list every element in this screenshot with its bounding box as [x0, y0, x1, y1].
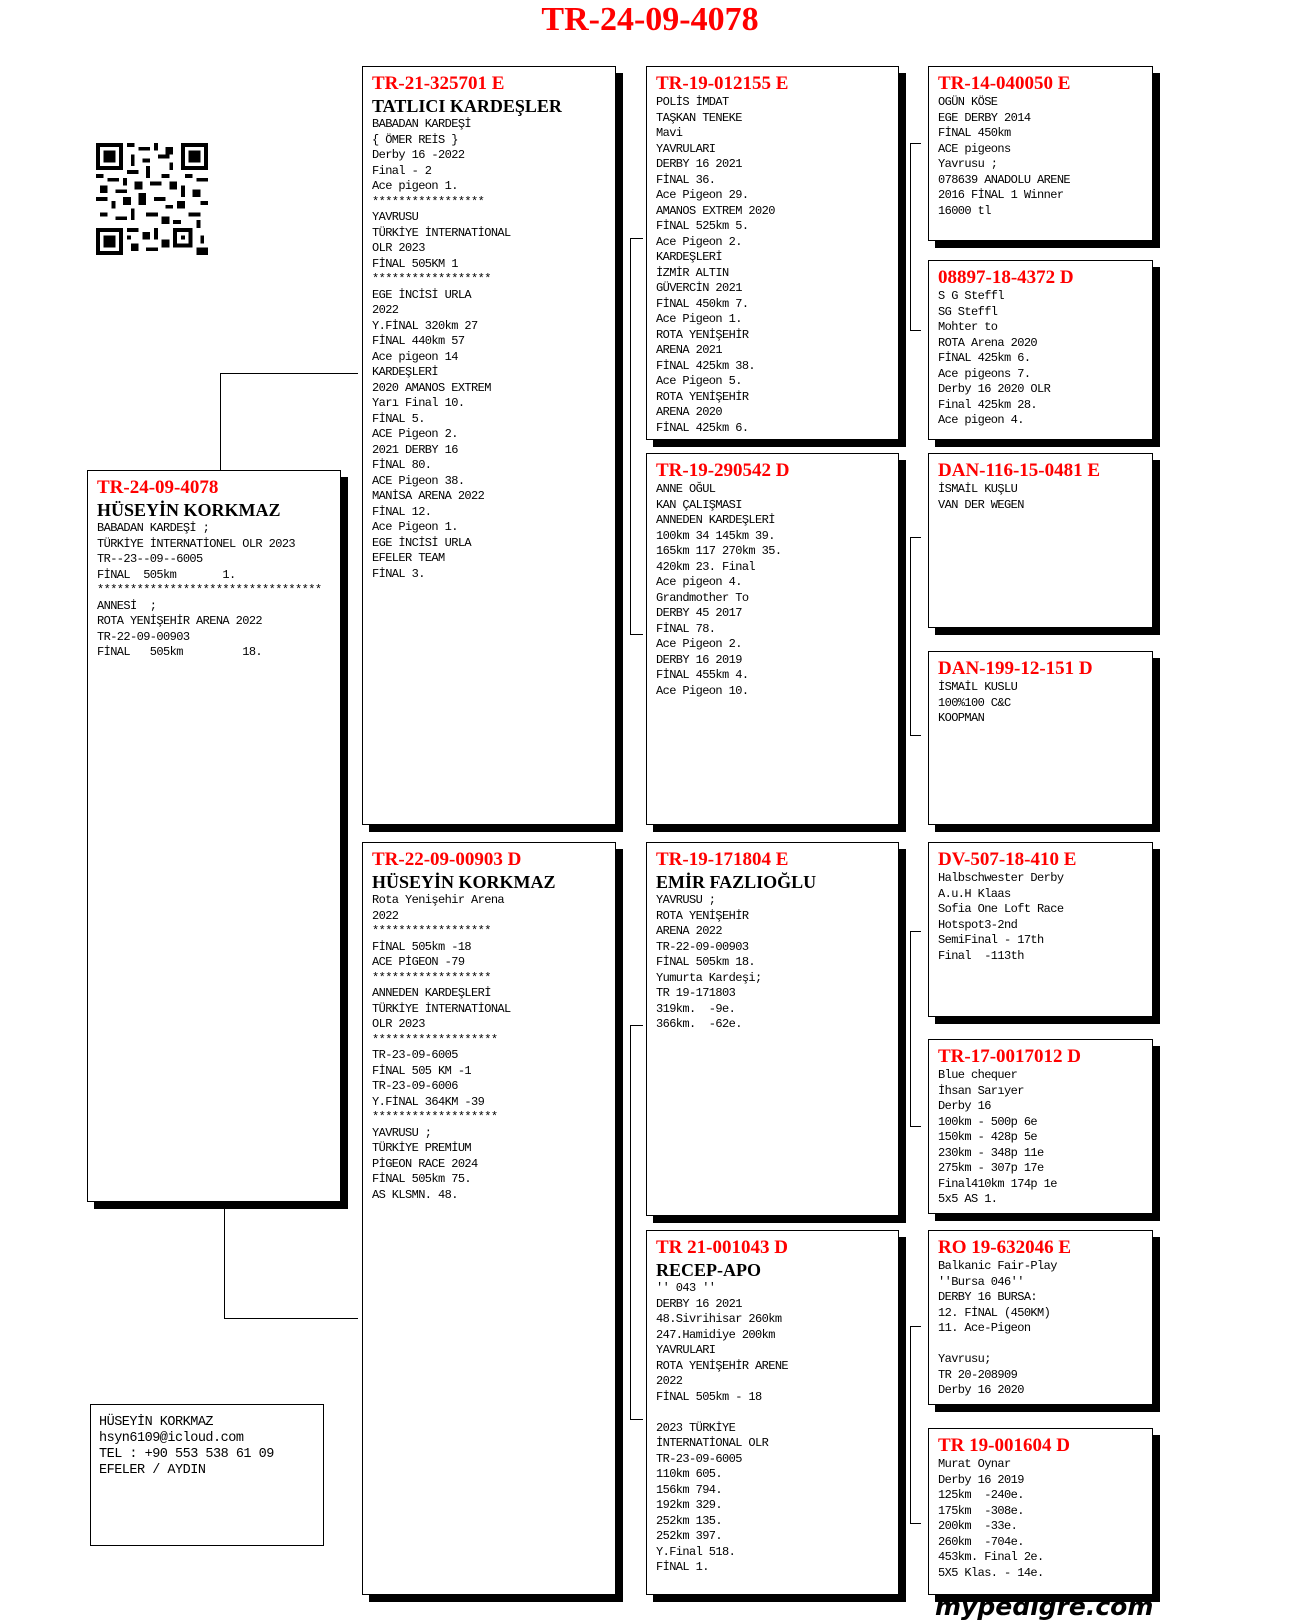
- note-line: 5x5 AS 1.: [938, 1192, 998, 1206]
- note-line: Ace Pigeon 10.: [656, 683, 749, 698]
- note-line: ROTA Arena 2020: [938, 335, 1038, 350]
- note-line: Yarı Final 10.: [372, 396, 465, 410]
- pedigree-card-dam[interactable]: [362, 842, 616, 1595]
- pedigree-card-sire[interactable]: [362, 66, 616, 825]
- note-line: S G Steffl: [938, 289, 1005, 303]
- connector-sire-parents: [630, 238, 643, 635]
- note-line: DERBY 16 2019: [656, 652, 742, 667]
- pedigree-card-dam-sire[interactable]: [646, 842, 899, 1216]
- ring-number: DV-507-18-410 E: [938, 849, 1077, 870]
- connector-dd-parents: [910, 1326, 921, 1524]
- note-line: A.u.H Klaas: [938, 886, 1011, 901]
- pedigree-card-ds-sire[interactable]: [928, 842, 1153, 1017]
- ring-number: TR-14-040050 E: [938, 73, 1071, 94]
- note-line: Y.Final 518.: [656, 1544, 736, 1559]
- note-line: TR 20-208909: [938, 1367, 1018, 1382]
- note-line: FİNAL 1.: [656, 1560, 709, 1574]
- note-line: 5X5 Klas. - 14e.: [938, 1565, 1044, 1580]
- note-line: 420km 23. Final: [656, 559, 756, 574]
- note-line: Ace Pigeon 29.: [656, 188, 749, 202]
- note-line: 230km - 348p 11e: [938, 1145, 1044, 1160]
- card-notes: [938, 1259, 1144, 1399]
- note-line: FİNAL 505km 18.: [97, 645, 263, 659]
- note-line: Ace Pigeon 2.: [656, 234, 742, 249]
- note-line: 150km - 428p 5e: [938, 1130, 1038, 1144]
- ring-number: TR-24-09-4078: [97, 477, 219, 498]
- note-line: 175km -308e.: [938, 1503, 1024, 1518]
- note-line: TÜRKİYE PREMİUM: [372, 1141, 472, 1155]
- note-line: 2021 DERBY 16: [372, 442, 458, 457]
- connector-ds-parents: [910, 931, 921, 1127]
- card-notes: [656, 1281, 890, 1576]
- note-line: İhsan Sarıyer: [938, 1083, 1024, 1098]
- note-line: İSMAİL KUSLU: [938, 680, 1018, 694]
- connector-dam-parents: [630, 1025, 643, 1420]
- note-line: Derby 16 2019: [938, 1472, 1024, 1487]
- owner-name: EMİR FAZLIOĞLU: [656, 872, 817, 892]
- note-line: ACE PİGEON -79: [372, 955, 465, 969]
- note-line: FİNAL 78.: [656, 621, 716, 636]
- connector-subject-sire: [220, 373, 358, 471]
- note-line: **********************************: [97, 583, 322, 597]
- note-line: ARENA 2021: [656, 343, 723, 357]
- note-line: DERBY 16 2021: [656, 157, 742, 171]
- pedigree-card-sire-sire[interactable]: [646, 66, 899, 440]
- note-line: 2022: [372, 908, 399, 923]
- note-line: Final -113th: [938, 948, 1024, 963]
- note-line: EFELER TEAM: [372, 551, 445, 565]
- note-line: ACE pigeons: [938, 141, 1011, 156]
- note-line: ANNEDEN KARDEŞLERİ: [656, 513, 775, 527]
- note-line: Derby 16 -2022: [372, 148, 465, 162]
- note-line: KARDEŞLERİ: [656, 250, 723, 264]
- card-notes: [938, 680, 1144, 727]
- note-line: 156km 794.: [656, 1482, 723, 1497]
- note-line: Ace Pigeon 2.: [656, 637, 742, 651]
- note-line: ******************: [372, 272, 491, 286]
- note-line: AS KLSMN. 48.: [372, 1187, 458, 1202]
- ring-number: TR-22-09-00903 D: [372, 849, 522, 870]
- note-line: FİNAL 12.: [372, 504, 432, 519]
- note-line: ACE Pigeon 2.: [372, 427, 458, 441]
- note-line: [656, 1405, 890, 1421]
- note-line: 165km 117 270km 35.: [656, 544, 782, 558]
- note-line: ROTA YENİŞEHİR ARENA 2022: [97, 614, 263, 628]
- note-line: TR-22-09-00903: [656, 939, 749, 954]
- note-line: 100km - 500p 6e: [938, 1114, 1038, 1129]
- note-line: İNTERNATİONAL OLR: [656, 1436, 769, 1450]
- note-line: ROTA YENİŞEHİR ARENE: [656, 1358, 789, 1373]
- note-line: 2022: [372, 303, 399, 317]
- note-line: { ÖMER REİS }: [372, 132, 458, 147]
- note-line: 366km. -62e.: [656, 1017, 742, 1031]
- note-line: YAVRULARI: [656, 141, 716, 156]
- ring-number: TR-21-325701 E: [372, 73, 505, 94]
- note-line: FİNAL 505km 18.: [656, 955, 756, 969]
- owner-name: HÜSEYİN KORKMAZ: [372, 872, 556, 892]
- note-line: 2023 TÜRKİYE: [656, 1420, 736, 1435]
- owner-name: RECEP-APO: [656, 1260, 761, 1280]
- note-line: FİNAL 425km 6.: [938, 351, 1031, 365]
- note-line: ANNEDEN KARDEŞLERİ: [372, 986, 491, 1000]
- ring-number: TR-19-012155 E: [656, 73, 789, 94]
- note-line: Yavrusu;: [938, 1352, 991, 1366]
- note-line: Ace Pigeon 1.: [656, 312, 742, 326]
- card-notes: [372, 117, 607, 582]
- note-line: Ace pigeon 14: [372, 349, 458, 364]
- note-line: SemiFinal - 17th: [938, 933, 1044, 947]
- note-line: FİNAL 505km - 18: [656, 1389, 762, 1404]
- connector-ss-parents: [910, 143, 921, 331]
- note-line: FİNAL 425km 6.: [656, 420, 749, 435]
- note-line: YAVRUSU ;: [656, 893, 716, 907]
- note-line: KAN ÇALIŞMASI: [656, 497, 742, 512]
- note-line: 125km -240e.: [938, 1488, 1024, 1502]
- pedigree-card-ss-dam[interactable]: [928, 260, 1153, 440]
- ring-number: RO 19-632046 E: [938, 1237, 1071, 1258]
- note-line: FİNAL 450km 7.: [656, 296, 749, 311]
- note-line: 200km -33e.: [938, 1519, 1018, 1533]
- note-line: FİNAL 80.: [372, 458, 432, 472]
- note-line: KARDEŞLERİ: [372, 365, 439, 379]
- note-line: FİNAL 505KM 1: [372, 256, 458, 271]
- note-line: 192km 329.: [656, 1498, 723, 1512]
- card-notes: [656, 95, 890, 436]
- note-line: AMANOS EXTREM 2020: [656, 203, 775, 218]
- pedigree-card-sire-dam[interactable]: [646, 453, 899, 825]
- pedigree-card-sd-sire[interactable]: [928, 453, 1153, 628]
- note-line: MANİSA ARENA 2022: [372, 489, 485, 503]
- page-title: TR-24-09-4078: [541, 1, 759, 38]
- ring-number: TR 21-001043 D: [656, 1237, 788, 1258]
- note-line: Ace pigeon 4.: [656, 575, 742, 589]
- note-line: DERBY 16 2021: [656, 1296, 742, 1311]
- note-line: 252km 397.: [656, 1529, 723, 1543]
- note-line: TÜRKİYE İNTERNATİONAL: [372, 1001, 511, 1016]
- note-line: Ace pigeon 4.: [938, 413, 1024, 427]
- note-line: 16000 tl: [938, 203, 991, 218]
- note-line: 252km 135.: [656, 1513, 723, 1528]
- note-line: VAN DER WEGEN: [938, 497, 1024, 512]
- note-line: TEL : +90 553 538 61 09: [99, 1447, 274, 1462]
- pedigree-card-ds-dam[interactable]: [928, 1039, 1153, 1214]
- note-line: FİNAL 525km 5.: [656, 219, 749, 233]
- note-line: ANNESİ ;: [97, 598, 157, 613]
- note-line: İZMİR ALTIN: [656, 265, 729, 280]
- pedigree-card-dam-dam[interactable]: [646, 1230, 899, 1595]
- note-line: 453km. Final 2e.: [938, 1550, 1044, 1564]
- note-line: 260km -704e.: [938, 1534, 1024, 1549]
- note-line: YAVRUSU ;: [372, 1125, 432, 1140]
- note-line: FİNAL 36.: [656, 172, 716, 187]
- note-line: FİNAL 5.: [372, 411, 425, 426]
- note-line: 11. Ace-Pigeon: [938, 1321, 1031, 1335]
- note-line: FİNAL 505km -18: [372, 939, 472, 954]
- note-line: EGE DERBY 2014: [938, 110, 1031, 125]
- note-line: Ace Pigeon 1.: [372, 520, 458, 534]
- connector-subject-dam: [224, 1195, 358, 1319]
- note-line: Derby 16 2020: [938, 1383, 1024, 1397]
- note-line: ''Bursa 046'': [938, 1274, 1024, 1289]
- note-line: POLİS İMDAT: [656, 95, 729, 109]
- note-line: TÜRKİYE İNTERNATİONEL OLR 2023: [97, 536, 296, 551]
- note-line: Mavi: [656, 126, 683, 140]
- note-line: Ace Pigeon 5.: [656, 374, 742, 388]
- owner-name: TATLICI KARDEŞLER: [372, 96, 562, 116]
- note-line: 110km 605.: [656, 1467, 723, 1481]
- card-notes: [656, 893, 890, 1033]
- note-line: TAŞKAN TENEKE: [656, 110, 742, 125]
- note-line: 48.Sivrihisar 260km: [656, 1312, 782, 1326]
- note-line: ******************: [372, 924, 491, 938]
- note-line: FİNAL 455km 4.: [656, 668, 749, 682]
- note-line: 12. FİNAL (450KM): [938, 1305, 1051, 1320]
- card-notes: [938, 289, 1144, 429]
- note-line: BABADAN KARDEŞİ ;: [97, 521, 210, 535]
- card-notes: [97, 521, 332, 661]
- note-line: FİNAL 440km 57: [372, 334, 465, 348]
- note-line: ROTA YENİŞEHİR: [656, 327, 749, 342]
- note-line: 2020 AMANOS EXTREM: [372, 380, 491, 395]
- card-notes: [938, 482, 1144, 513]
- note-line: Blue chequer: [938, 1068, 1018, 1082]
- note-line: DERBY 45 2017: [656, 606, 742, 620]
- note-line: ACE Pigeon 38.: [372, 473, 465, 488]
- card-notes: [656, 482, 890, 699]
- pedigree-card-dd-sire[interactable]: [928, 1230, 1153, 1405]
- note-line: Final - 2: [372, 163, 432, 178]
- note-line: KOOPMAN: [938, 711, 985, 725]
- note-line: Sofia One Loft Race: [938, 902, 1064, 916]
- note-line: ANNE OĞUL: [656, 482, 716, 496]
- note-line: ******************: [372, 970, 491, 985]
- note-line: GÜVERCİN 2021: [656, 281, 742, 295]
- note-line: SG Steffl: [938, 304, 998, 319]
- ring-number: DAN-199-12-151 D: [938, 658, 1093, 679]
- card-notes: [938, 1068, 1144, 1208]
- owner-name: HÜSEYİN KORKMAZ: [97, 500, 281, 520]
- note-line: 2022: [656, 1374, 683, 1388]
- note-line: ROTA YENİŞEHİR: [656, 908, 749, 923]
- ring-number: TR-17-0017012 D: [938, 1046, 1082, 1067]
- note-line: Y.FİNAL 364KM -39: [372, 1094, 485, 1109]
- note-line: OLR 2023: [372, 241, 425, 255]
- note-line: *******************: [372, 1110, 498, 1124]
- note-line: TR-22-09-00903: [97, 629, 190, 644]
- qr-code-icon: [96, 143, 208, 255]
- note-line: EGE İNCİSİ URLA: [372, 535, 472, 550]
- note-line: OGÜN KÖSE: [938, 95, 998, 109]
- note-line: YAVRULARI: [656, 1343, 716, 1357]
- brand-watermark[interactable]: mypedigre.com: [935, 1592, 1154, 1621]
- note-line: 2016 FİNAL 1 Winner: [938, 188, 1064, 202]
- note-line: FİNAL 505km 75.: [372, 1172, 472, 1186]
- note-line: '' 043 '': [656, 1281, 716, 1295]
- note-line: PİGEON RACE 2024: [372, 1156, 478, 1171]
- note-line: Yavrusu ;: [938, 157, 998, 171]
- note-line: EFELER / AYDIN: [99, 1463, 206, 1478]
- card-notes: [938, 871, 1144, 964]
- card-notes: [938, 1457, 1144, 1581]
- note-line: 319km. -9e.: [656, 1001, 736, 1016]
- card-notes: [938, 95, 1144, 219]
- note-line: TÜRKİYE İNTERNATİONAL: [372, 225, 511, 240]
- note-line: *****************: [372, 194, 485, 209]
- note-line: TR-23-09-6005: [372, 1048, 458, 1062]
- note-line: TR-23-09-6006: [372, 1079, 458, 1093]
- note-line: Balkanic Fair-Play: [938, 1259, 1057, 1273]
- note-line: Y.FİNAL 320km 27: [372, 318, 478, 333]
- note-line: Rota Yenişehir Arena: [372, 893, 505, 907]
- note-line: 247.Hamidiye 200km: [656, 1327, 775, 1342]
- note-line: Grandmother To: [656, 590, 749, 605]
- note-line: Halbschwester Derby: [938, 871, 1064, 885]
- note-line: Murat Oynar: [938, 1457, 1011, 1471]
- note-line: FİNAL 3.: [372, 566, 425, 581]
- note-line: [938, 1337, 1144, 1353]
- note-line: Final410km 174p 1e: [938, 1176, 1057, 1191]
- note-line: FİNAL 505km 1.: [97, 567, 236, 582]
- note-line: 275km - 307p 17e: [938, 1161, 1044, 1175]
- note-line: hsyn6109@icloud.com: [99, 1431, 244, 1446]
- note-line: Hotspot3-2nd: [938, 917, 1018, 932]
- card-notes: [372, 893, 607, 1203]
- note-line: DERBY 16 BURSA:: [938, 1290, 1038, 1304]
- note-line: ARENA 2020: [656, 405, 723, 419]
- note-line: İSMAİL KUŞLU: [938, 482, 1018, 496]
- note-line: BABADAN KARDEŞİ: [372, 117, 472, 131]
- connector-sd-parents: [910, 537, 921, 736]
- note-line: TR--23--09--6005: [97, 552, 203, 566]
- breeder-contact-box: [90, 1404, 324, 1546]
- note-line: YAVRUSU: [372, 210, 419, 224]
- note-line: Ace pigeons 7.: [938, 366, 1031, 381]
- pedigree-card-ss-sire[interactable]: [928, 66, 1153, 241]
- note-line: TR-23-09-6005: [656, 1451, 742, 1466]
- note-line: Yumurta Kardeşi;: [656, 970, 762, 985]
- contact-details: [99, 1415, 315, 1479]
- note-line: FİNAL 450km: [938, 126, 1011, 140]
- ring-number: TR-19-290542 D: [656, 460, 790, 481]
- note-line: Ace pigeon 1.: [372, 179, 458, 193]
- note-line: FİNAL 505 KM -1: [372, 1063, 472, 1078]
- note-line: *******************: [372, 1032, 498, 1047]
- note-line: HÜSEYİN KORKMAZ: [99, 1415, 214, 1430]
- pedigree-card-sd-dam[interactable]: [928, 651, 1153, 825]
- pedigree-card-subject[interactable]: [87, 470, 341, 1202]
- note-line: OLR 2023: [372, 1017, 425, 1031]
- ring-number: TR-19-171804 E: [656, 849, 789, 870]
- note-line: 100%100 C&C: [938, 695, 1011, 710]
- ring-number: DAN-116-15-0481 E: [938, 460, 1101, 481]
- note-line: Mohter to: [938, 320, 998, 334]
- note-line: Final 425km 28.: [938, 397, 1038, 412]
- note-line: 100km 34 145km 39.: [656, 528, 775, 543]
- note-line: Derby 16 2020 OLR: [938, 382, 1051, 396]
- ring-number: TR 19-001604 D: [938, 1435, 1070, 1456]
- ring-number: 08897-18-4372 D: [938, 267, 1074, 288]
- note-line: FİNAL 425km 38.: [656, 358, 756, 373]
- pedigree-card-dd-dam[interactable]: [928, 1428, 1153, 1595]
- note-line: TR 19-171803: [656, 986, 736, 1000]
- note-line: 078639 ANADOLU ARENE: [938, 172, 1071, 187]
- note-line: ROTA YENİŞEHİR: [656, 389, 749, 404]
- note-line: ARENA 2022: [656, 924, 723, 938]
- note-line: Derby 16: [938, 1099, 991, 1113]
- note-line: EGE İNCİSİ URLA: [372, 287, 472, 302]
